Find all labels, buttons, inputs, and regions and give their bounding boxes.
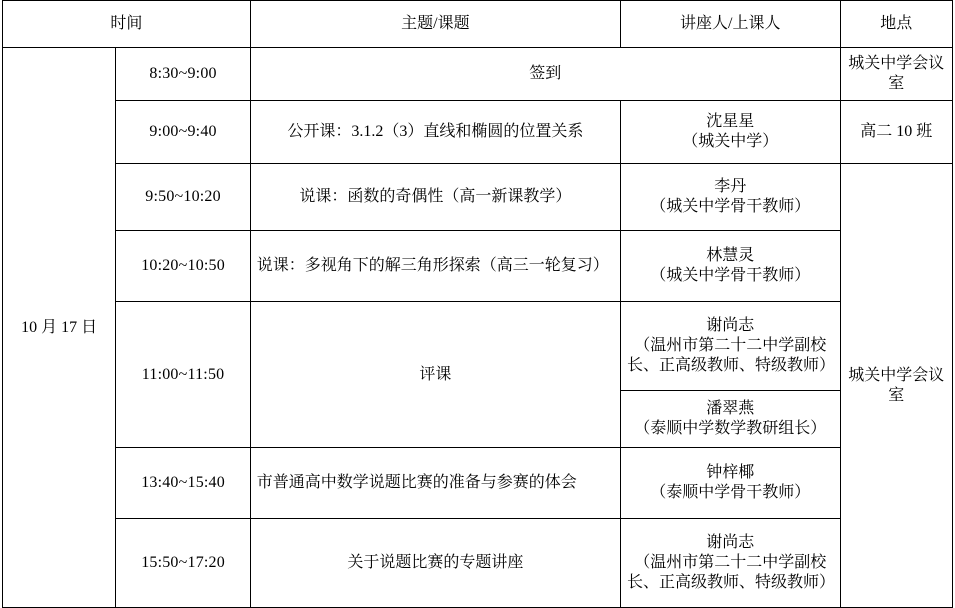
person-affiliation: （城关中学） (682, 133, 779, 150)
table-row (3, 48, 953, 101)
topic-cell: 市普通高中数学说题比赛的准备与参赛的体会 (250, 448, 620, 519)
time-cell: 9:50~10:20 (116, 164, 250, 231)
person-name: 钟梓椰 (706, 464, 755, 481)
table-body (3, 48, 953, 608)
topic-cell: 公开课：3.1.2（3）直线和椭圆的位置关系 (250, 101, 620, 164)
person-cell (620, 391, 840, 448)
table-row (3, 101, 953, 164)
column-header-topic: 主题/课题 (250, 1, 620, 48)
time-cell: 11:00~11:50 (116, 302, 250, 448)
topic-cell: 签到 (250, 48, 840, 101)
column-header-person: 讲座人/上课人 (620, 1, 840, 48)
time-cell: 13:40~15:40 (116, 448, 250, 519)
table-row (3, 231, 953, 302)
person-name: 沈星星 (706, 113, 755, 130)
topic-cell: 说课：函数的奇偶性（高一新课教学） (250, 164, 620, 231)
schedule-table (2, 0, 953, 608)
person-cell (620, 164, 840, 231)
person-affiliation: （城关中学骨干教师） (650, 267, 811, 284)
person-affiliation: （温州市第二十二中学副校长、正高级教师、特级教师） (626, 554, 835, 591)
person-name: 林慧灵 (706, 247, 755, 264)
person-cell (620, 302, 840, 391)
time-cell: 9:00~9:40 (116, 101, 250, 164)
topic-cell: 关于说题比赛的专题讲座 (250, 519, 620, 608)
table-row (3, 164, 953, 231)
person-affiliation: （城关中学骨干教师） (650, 198, 811, 215)
column-header-place: 地点 (840, 1, 952, 48)
time-cell: 15:50~17:20 (116, 519, 250, 608)
person-name: 谢尚志 (706, 534, 755, 551)
date-cell: 10 月 17 日 (3, 48, 116, 608)
table-header (3, 1, 953, 48)
person-cell (620, 101, 840, 164)
person-cell (620, 448, 840, 519)
person-affiliation: （温州市第二十二中学副校长、正高级教师、特级教师） (626, 337, 835, 374)
place-cell: 城关中学会议室 (840, 48, 952, 101)
person-affiliation: （泰顺中学骨干教师） (650, 484, 811, 501)
place-cell: 高二 10 班 (840, 101, 952, 164)
table-row (3, 448, 953, 519)
topic-cell: 评课 (250, 302, 620, 448)
person-cell (620, 231, 840, 302)
time-cell: 10:20~10:50 (116, 231, 250, 302)
person-name: 谢尚志 (706, 317, 755, 334)
person-name: 潘翠燕 (706, 400, 755, 417)
place-cell: 城关中学会议室 (840, 164, 952, 608)
time-cell: 8:30~9:00 (116, 48, 250, 101)
topic-cell: 说课：多视角下的解三角形探索（高三一轮复习） (250, 231, 620, 302)
person-cell (620, 519, 840, 608)
column-header-time: 时间 (3, 1, 251, 48)
table-header-row (3, 1, 953, 48)
table-row (3, 519, 953, 608)
table-row (3, 302, 953, 391)
person-affiliation: （泰顺中学数学教研组长） (634, 420, 827, 437)
person-name: 李丹 (714, 178, 747, 195)
